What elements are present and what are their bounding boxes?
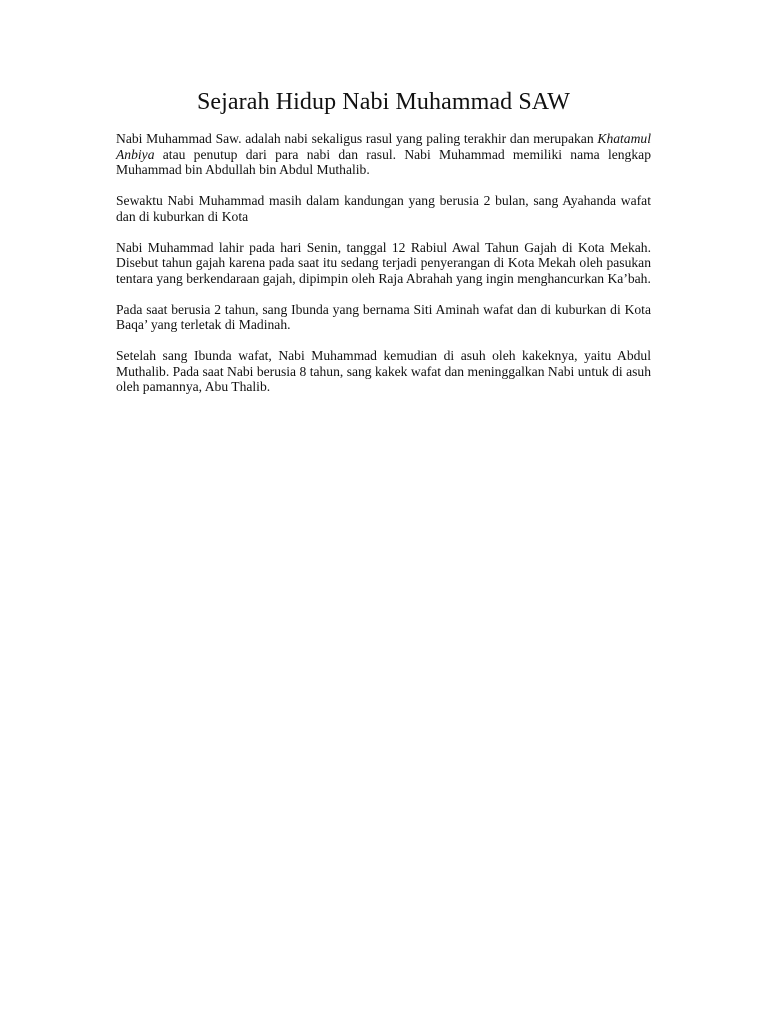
paragraph-5: Setelah sang Ibunda wafat, Nabi Muhammad kemudian di asuh oleh kakeknya, yaitu Abdul Muthalib. Pada saat Nabi berusia 8 tahun, sang kakek wafat dan meninggalkan Nabi untuk di asuh oleh pamannya, Abu Thalib. (116, 348, 651, 394)
paragraph-1 (116, 131, 651, 178)
document-title: Sejarah Hidup Nabi Muhammad SAW (196, 89, 571, 115)
document-page (116, 86, 651, 410)
paragraph-4: Pada saat berusia 2 tahun, sang Ibunda yang bernama Siti Aminah wafat dan di kuburkan di Kota Baqa’ yang terletak di Madinah. (116, 301, 651, 332)
paragraph-1-text-end: atau penutup dari para nabi dan rasul. Nabi Muhammad memiliki nama lengkap Muhammad bin Abdullah bin Abdul Muthalib. (116, 146, 651, 177)
paragraph-3: Nabi Muhammad lahir pada hari Senin, tanggal 12 Rabiul Awal Tahun Gajah di Kota Mekah. Disebut tahun gajah karena pada saat itu sedang terjadi penyerangan di Kota Mekah oleh pasukan tentara yang berkendaraan gajah, dipimpin oleh Raja Abrahah yang ingin menghancurkan Ka’bah. (116, 239, 651, 286)
paragraph-1-italic-term: Khatamul Anbiya (116, 131, 651, 162)
paragraph-2: Sewaktu Nabi Muhammad masih dalam kandungan yang berusia 2 bulan, sang Ayahanda wafat dan di kuburkan di Kota (116, 193, 651, 224)
paragraph-1-text-start: Nabi Muhammad Saw. adalah nabi sekaligus rasul yang paling terakhir dan merupakan (116, 131, 598, 146)
